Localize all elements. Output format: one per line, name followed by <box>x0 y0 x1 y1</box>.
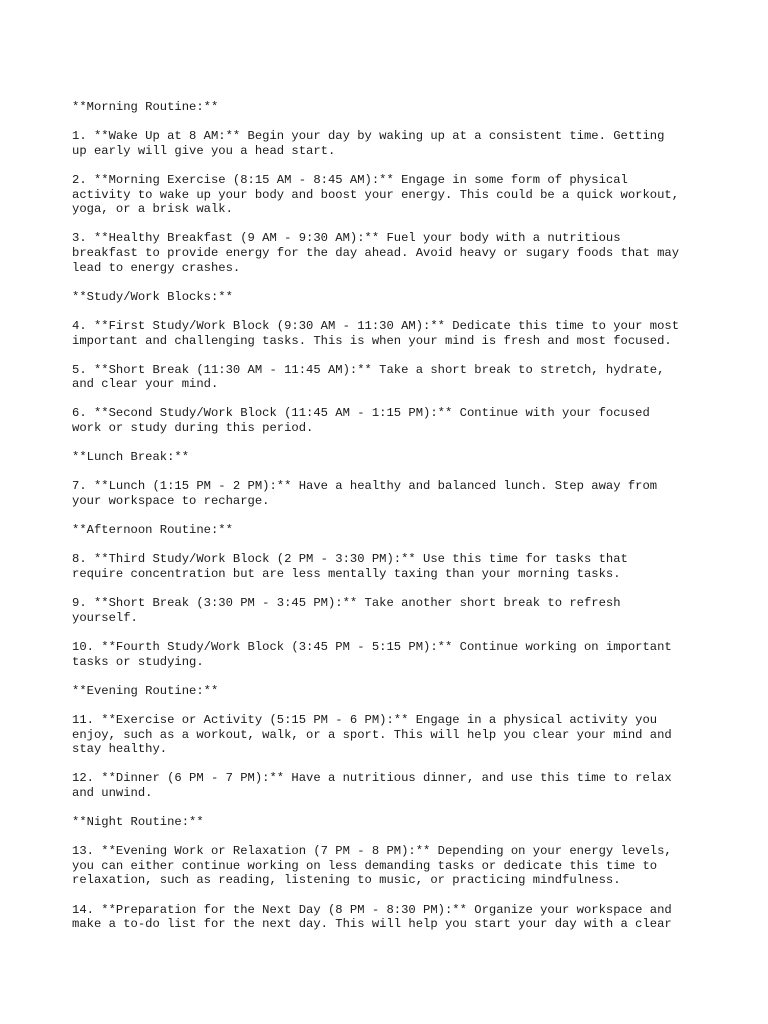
section-heading-study-work-blocks: **Study/Work Blocks:** <box>72 289 233 304</box>
list-item-preparation-next-day: 14. **Preparation for the Next Day (8 PM - 8:30 PM):** Organize your workspace and make a to-do list for the next day. This will help you start your day with a clear <box>72 902 672 932</box>
list-item-evening-work-relaxation: 13. **Evening Work or Relaxation (7 PM - 8 PM):** Depending on your energy levels, you can either continue working on less demanding tasks or dedicate this time to relaxation, such as reading, listening to music, or practicing mindfulness. <box>72 844 672 888</box>
list-item-wake-up: 1. **Wake Up at 8 AM:** Begin your day by waking up at a consistent time. Getting up early will give you a head start. <box>72 129 665 158</box>
list-item-second-study-block: 6. **Second Study/Work Block (11:45 AM - 1:15 PM):** Continue with your focused work or study during this period. <box>72 406 650 436</box>
list-item-lunch: 7. **Lunch (1:15 PM - 2 PM):** Have a healthy and balanced lunch. Step away from your workspace to recharge. <box>72 479 658 509</box>
document-body <box>72 100 712 946</box>
list-item-exercise-activity: 11. **Exercise or Activity (5:15 PM - 6 PM):** Engage in a physical activity you enjoy, such as a workout, walk, or a sport. This will help you clear your mind and stay healthy. <box>72 712 672 757</box>
section-heading-night-routine: **Night Routine:** <box>72 815 204 830</box>
list-item-dinner: 12. **Dinner (6 PM - 7 PM):** Have a nutritious dinner, and use this time to relax and unwind. <box>72 771 672 800</box>
list-item-first-study-block: 4. **First Study/Work Block (9:30 AM - 11:30 AM):** Dedicate this time to your most important and challenging tasks. This is when your mind is fresh and most focused. <box>72 318 680 348</box>
list-item-short-break-afternoon: 9. **Short Break (3:30 PM - 3:45 PM):** Take another short break to refresh yourself. <box>72 596 621 625</box>
list-item-morning-exercise: 2. **Morning Exercise (8:15 AM - 8:45 AM):** Engage in some form of physical activity to wake up your body and boost your energy. This could be a quick workout, yoga, or a brisk walk. <box>72 172 680 217</box>
section-heading-evening-routine: **Evening Routine:** <box>72 683 219 698</box>
list-item-fourth-study-block: 10. **Fourth Study/Work Block (3:45 PM - 5:15 PM):** Continue working on important tasks or studying. <box>72 639 672 669</box>
section-heading-lunch-break: **Lunch Break:** <box>72 450 190 465</box>
list-item-short-break-morning: 5. **Short Break (11:30 AM - 11:45 AM):** Take a short break to stretch, hydrate, and clear your mind. <box>72 362 665 392</box>
section-heading-morning-routine: **Morning Routine:** <box>72 100 219 114</box>
list-item-healthy-breakfast: 3. **Healthy Breakfast (9 AM - 9:30 AM):** Fuel your body with a nutritious breakfast to provide energy for the day ahead. Avoid heavy or sugary foods that may lead to energy crashes. <box>72 231 680 275</box>
list-item-third-study-block: 8. **Third Study/Work Block (2 PM - 3:30 PM):** Use this time for tasks that require concentration but are less mentally taxing than your morning tasks. <box>72 552 628 581</box>
section-heading-afternoon-routine: **Afternoon Routine:** <box>72 523 233 538</box>
